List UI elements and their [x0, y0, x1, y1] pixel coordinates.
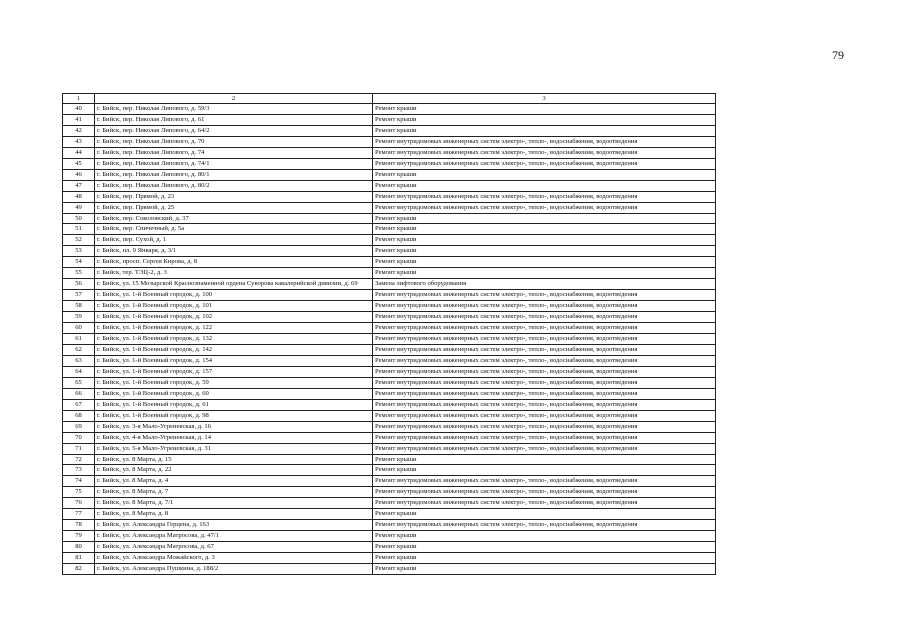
- row-address: г. Бийск, ул. Александра Герцена, д. 163: [95, 520, 373, 531]
- row-address: г. Бийск, ул. 1-й Военный городок, д. 61: [95, 399, 373, 410]
- row-work-type: Ремонт крыши: [373, 509, 716, 520]
- row-work-type: Ремонт внутридомовых инженерных систем электро-, тепло-, водоснабжения, водоотведения: [373, 377, 716, 388]
- row-work-type: Ремонт внутридомовых инженерных систем электро-, тепло-, водоснабжения, водоотведения: [373, 520, 716, 531]
- row-number: 75: [63, 487, 95, 498]
- row-work-type: Ремонт внутридомовых инженерных систем электро-, тепло-, водоснабжения, водоотведения: [373, 344, 716, 355]
- row-work-type: Ремонт внутридомовых инженерных систем электро-, тепло-, водоснабжения, водоотведения: [373, 388, 716, 399]
- table-row: [63, 213, 716, 224]
- row-work-type: Ремонт крыши: [373, 542, 716, 553]
- row-number: 72: [63, 454, 95, 465]
- row-address: г. Бийск, пер. Николая Липового, д. 80/2: [95, 180, 373, 191]
- table-row: [63, 202, 716, 213]
- row-address: г. Бийск, пер. Спичечный, д. 5а: [95, 224, 373, 235]
- row-address: г. Бийск, пер. Николая Липового, д. 70: [95, 136, 373, 147]
- row-address: г. Бийск, пер. Прямой, д. 25: [95, 202, 373, 213]
- table-row: [63, 399, 716, 410]
- row-work-type: Замена лифтового оборудования: [373, 279, 716, 290]
- row-address: г. Бийск, ул. 1-й Военный городок, д. 59: [95, 377, 373, 388]
- table-row: [63, 531, 716, 542]
- table-row: [63, 323, 716, 334]
- row-work-type: Ремонт внутридомовых инженерных систем электро-, тепло-, водоснабжения, водоотведения: [373, 202, 716, 213]
- table-row: [63, 235, 716, 246]
- table-row: [63, 224, 716, 235]
- row-address: г. Бийск, ул. 8 Марта, д. 7: [95, 487, 373, 498]
- table-row: [63, 136, 716, 147]
- row-address: г. Бийск, ул. 1-й Военный городок, д. 60: [95, 388, 373, 399]
- header-row: [63, 94, 716, 104]
- row-number: 65: [63, 377, 95, 388]
- row-work-type: Ремонт внутридомовых инженерных систем электро-, тепло-, водоснабжения, водоотведения: [373, 432, 716, 443]
- table-row: [63, 432, 716, 443]
- row-number: 62: [63, 344, 95, 355]
- row-address: г. Бийск, ул. Александра Пушкина, д. 188/2: [95, 564, 373, 575]
- row-number: 42: [63, 125, 95, 136]
- row-address: г. Бийск, ул. 1-й Военный городок, д. 132: [95, 334, 373, 345]
- row-address: г. Бийск, ул. 8 Марта, д. 7/1: [95, 498, 373, 509]
- row-number: 63: [63, 355, 95, 366]
- row-address: г. Бийск, ул. 15 Мозырской Краснознаменной ордена Суворова кавалерийской дивизии, д. 69: [95, 279, 373, 290]
- row-work-type: Ремонт внутридомовых инженерных систем электро-, тепло-, водоснабжения, водоотведения: [373, 312, 716, 323]
- table-row: [63, 542, 716, 553]
- row-number: 69: [63, 421, 95, 432]
- table-row: [63, 520, 716, 531]
- row-number: 44: [63, 147, 95, 158]
- table-row: [63, 268, 716, 279]
- row-number: 55: [63, 268, 95, 279]
- table-row: [63, 465, 716, 476]
- row-work-type: Ремонт внутридомовых инженерных систем электро-, тепло-, водоснабжения, водоотведения: [373, 498, 716, 509]
- row-address: г. Бийск, ул. 1-й Военный городок, д. 157: [95, 366, 373, 377]
- table-row: [63, 257, 716, 268]
- row-work-type: Ремонт внутридомовых инженерных систем электро-, тепло-, водоснабжения, водоотведения: [373, 410, 716, 421]
- row-number: 56: [63, 279, 95, 290]
- page-number: 79: [832, 48, 844, 62]
- row-work-type: Ремонт внутридомовых инженерных систем электро-, тепло-, водоснабжения, водоотведения: [373, 487, 716, 498]
- row-number: 47: [63, 180, 95, 191]
- table-row: [63, 158, 716, 169]
- row-work-type: Ремонт внутридомовых инженерных систем электро-, тепло-, водоснабжения, водоотведения: [373, 191, 716, 202]
- row-work-type: Ремонт крыши: [373, 531, 716, 542]
- row-work-type: Ремонт внутридомовых инженерных систем электро-, тепло-, водоснабжения, водоотведения: [373, 355, 716, 366]
- table-row: [63, 377, 716, 388]
- table-row: [63, 454, 716, 465]
- table-row: [63, 312, 716, 323]
- row-address: г. Бийск, ул. 1-й Военный городок, д. 98: [95, 410, 373, 421]
- row-number: 49: [63, 202, 95, 213]
- row-work-type: Ремонт внутридомовых инженерных систем электро-, тепло-, водоснабжения, водоотведения: [373, 366, 716, 377]
- row-number: 64: [63, 366, 95, 377]
- row-address: г. Бийск, ул. 4-я Мало-Угреневская, д. 14: [95, 432, 373, 443]
- row-address: г. Бийск, пер. Сухой, д. 1: [95, 235, 373, 246]
- row-number: 71: [63, 443, 95, 454]
- row-number: 61: [63, 334, 95, 345]
- row-address: г. Бийск, пер. Николая Липового, д. 59/3: [95, 104, 373, 115]
- row-address: г. Бийск, пл. 9 Января, д. 3/1: [95, 246, 373, 257]
- table-row: [63, 180, 716, 191]
- row-number: 70: [63, 432, 95, 443]
- row-number: 52: [63, 235, 95, 246]
- row-work-type: Ремонт внутридомовых инженерных систем электро-, тепло-, водоснабжения, водоотведения: [373, 443, 716, 454]
- table-row: [63, 125, 716, 136]
- row-work-type: Ремонт крыши: [373, 104, 716, 115]
- row-number: 58: [63, 301, 95, 312]
- row-number: 76: [63, 498, 95, 509]
- row-address: г. Бийск, тер. ТЭЦ-2, д. 3: [95, 268, 373, 279]
- row-number: 40: [63, 104, 95, 115]
- row-work-type: Ремонт крыши: [373, 564, 716, 575]
- table-row: [63, 410, 716, 421]
- row-work-type: Ремонт крыши: [373, 553, 716, 564]
- row-number: 41: [63, 114, 95, 125]
- row-work-type: Ремонт внутридомовых инженерных систем электро-, тепло-, водоснабжения, водоотведения: [373, 323, 716, 334]
- table-row: [63, 169, 716, 180]
- row-number: 50: [63, 213, 95, 224]
- row-address: г. Бийск, пер. Николая Липового, д. 74/1: [95, 158, 373, 169]
- row-number: 73: [63, 465, 95, 476]
- row-address: г. Бийск, ул. 8 Марта, д. 8: [95, 509, 373, 520]
- row-work-type: Ремонт крыши: [373, 180, 716, 191]
- row-address: г. Бийск, ул. 8 Марта, д. 4: [95, 476, 373, 487]
- table-row: [63, 147, 716, 158]
- table-row: [63, 443, 716, 454]
- row-address: г. Бийск, пер. Соколовский, д. 37: [95, 213, 373, 224]
- row-work-type: Ремонт внутридомовых инженерных систем электро-, тепло-, водоснабжения, водоотведения: [373, 136, 716, 147]
- row-work-type: Ремонт крыши: [373, 125, 716, 136]
- row-address: г. Бийск, пер. Прямой, д. 23: [95, 191, 373, 202]
- row-address: г. Бийск, ул. 1-й Военный городок, д. 101: [95, 301, 373, 312]
- row-number: 74: [63, 476, 95, 487]
- table-row: [63, 344, 716, 355]
- row-number: 68: [63, 410, 95, 421]
- row-number: 57: [63, 290, 95, 301]
- table-row: [63, 476, 716, 487]
- row-work-type: Ремонт крыши: [373, 224, 716, 235]
- table-row: [63, 334, 716, 345]
- column-header-1: 1: [63, 94, 95, 104]
- repair-list-table: [62, 93, 716, 575]
- row-work-type: Ремонт крыши: [373, 257, 716, 268]
- row-work-type: Ремонт крыши: [373, 235, 716, 246]
- row-work-type: Ремонт внутридомовых инженерных систем электро-, тепло-, водоснабжения, водоотведения: [373, 158, 716, 169]
- row-number: 54: [63, 257, 95, 268]
- row-work-type: Ремонт крыши: [373, 454, 716, 465]
- row-work-type: Ремонт внутридомовых инженерных систем электро-, тепло-, водоснабжения, водоотведения: [373, 334, 716, 345]
- row-address: г. Бийск, ул. Александра Можайского, д. 3: [95, 553, 373, 564]
- row-number: 45: [63, 158, 95, 169]
- row-work-type: Ремонт внутридомовых инженерных систем электро-, тепло-, водоснабжения, водоотведения: [373, 399, 716, 410]
- table-row: [63, 246, 716, 257]
- row-address: г. Бийск, пер. Николая Липового, д. 61: [95, 114, 373, 125]
- row-number: 53: [63, 246, 95, 257]
- row-address: г. Бийск, пер. Николая Липового, д. 74: [95, 147, 373, 158]
- table-row: [63, 355, 716, 366]
- row-work-type: Ремонт внутридомовых инженерных систем электро-, тепло-, водоснабжения, водоотведения: [373, 301, 716, 312]
- table-row: [63, 509, 716, 520]
- row-number: 80: [63, 542, 95, 553]
- table-row: [63, 421, 716, 432]
- table-row: [63, 498, 716, 509]
- row-number: 77: [63, 509, 95, 520]
- row-number: 60: [63, 323, 95, 334]
- row-address: г. Бийск, ул. 1-й Военный городок, д. 100: [95, 290, 373, 301]
- row-address: г. Бийск, ул. 1-й Военный городок, д. 154: [95, 355, 373, 366]
- column-header-3: 3: [373, 94, 716, 104]
- table-row: [63, 564, 716, 575]
- row-address: г. Бийск, ул. 1-й Военный городок, д. 102: [95, 312, 373, 323]
- row-address: г. Бийск, ул. 8 Марта, д. 15: [95, 454, 373, 465]
- row-address: г. Бийск, пер. Николая Липового, д. 64/2: [95, 125, 373, 136]
- row-work-type: Ремонт внутридомовых инженерных систем электро-, тепло-, водоснабжения, водоотведения: [373, 476, 716, 487]
- row-work-type: Ремонт крыши: [373, 213, 716, 224]
- row-work-type: Ремонт внутридомовых инженерных систем электро-, тепло-, водоснабжения, водоотведения: [373, 290, 716, 301]
- column-header-2: 2: [95, 94, 373, 104]
- row-number: 67: [63, 399, 95, 410]
- row-work-type: Ремонт крыши: [373, 114, 716, 125]
- row-number: 79: [63, 531, 95, 542]
- table-row: [63, 279, 716, 290]
- table-row: [63, 388, 716, 399]
- row-address: г. Бийск, ул. 5-я Мало-Угреневская, д. 31: [95, 443, 373, 454]
- row-number: 43: [63, 136, 95, 147]
- table-row: [63, 191, 716, 202]
- table-body: [63, 104, 716, 575]
- row-address: г. Бийск, ул. 1-й Военный городок, д. 122: [95, 323, 373, 334]
- row-number: 46: [63, 169, 95, 180]
- table-row: [63, 114, 716, 125]
- row-address: г. Бийск, пер. Николая Липового, д. 80/1: [95, 169, 373, 180]
- row-work-type: Ремонт крыши: [373, 465, 716, 476]
- row-work-type: Ремонт крыши: [373, 169, 716, 180]
- row-address: г. Бийск, ул. 8 Марта, д. 22: [95, 465, 373, 476]
- table-row: [63, 487, 716, 498]
- row-work-type: Ремонт внутридомовых инженерных систем электро-, тепло-, водоснабжения, водоотведения: [373, 421, 716, 432]
- row-number: 81: [63, 553, 95, 564]
- table-row: [63, 366, 716, 377]
- row-address: г. Бийск, просп. Сергея Кирова, д. 8: [95, 257, 373, 268]
- row-work-type: Ремонт внутридомовых инженерных систем электро-, тепло-, водоснабжения, водоотведения: [373, 147, 716, 158]
- table-row: [63, 290, 716, 301]
- row-address: г. Бийск, ул. 1-й Военный городок, д. 142: [95, 344, 373, 355]
- table-row: [63, 553, 716, 564]
- row-number: 66: [63, 388, 95, 399]
- row-number: 82: [63, 564, 95, 575]
- row-address: г. Бийск, ул. Александра Матросова, д. 47/1: [95, 531, 373, 542]
- row-work-type: Ремонт крыши: [373, 268, 716, 279]
- row-number: 59: [63, 312, 95, 323]
- row-address: г. Бийск, ул. Александра Матросова, д. 67: [95, 542, 373, 553]
- table-row: [63, 104, 716, 115]
- row-number: 78: [63, 520, 95, 531]
- row-number: 48: [63, 191, 95, 202]
- table-row: [63, 301, 716, 312]
- table-header: [63, 94, 716, 104]
- row-address: г. Бийск, ул. 3-я Мало-Угреневская, д. 16: [95, 421, 373, 432]
- row-work-type: Ремонт крыши: [373, 246, 716, 257]
- row-number: 51: [63, 224, 95, 235]
